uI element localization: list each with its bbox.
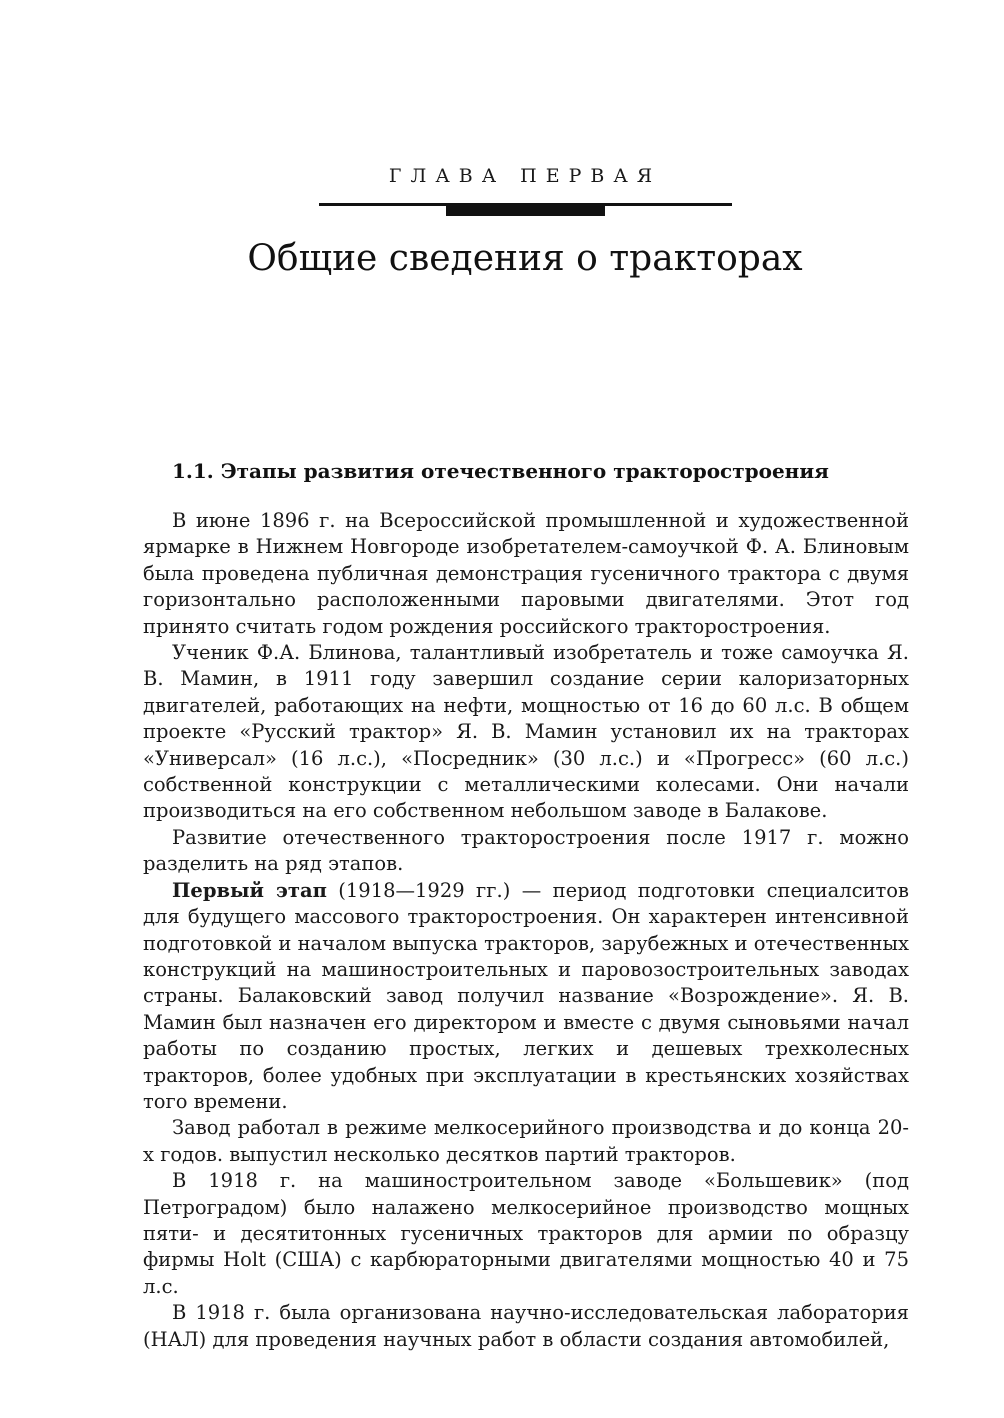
paragraph-4: Первый этап (1918—1929 гг.) — период подготовки специалситов для будущего массового тракторостроения. Он характерен интенсивной подготовкой и началом выпуска тракторов, зарубежных и отечественных конструкций на машиностроительных и паровозостроительных заводах страны. Балаковский завод получил название «Возрождение». Я. В. Мамин был назначен его директором и вместе с двумя сыновьями начал работы по созданию простых, легких и дешевых трехколесных тракторов, более удобных при эксплуатации в крестьянских хозяйствах того времени. [143, 878, 910, 1113]
paragraph-5: Завод работал в режиме мелкосерийного производства и до конца 20-х годов. выпустил несколько десятков партий тракторов. [143, 1116, 909, 1166]
chapter-label: ГЛАВА ПЕРВАЯ [388, 165, 662, 187]
body-text [143, 508, 909, 1353]
paragraph-7: В 1918 г. была организована научно-исследовательская лаборатория (НАЛ) для проведения научных работ в области создания автомобилей, [143, 1301, 909, 1351]
paragraph-lead: Первый этап [172, 878, 327, 902]
paragraph-3: Развитие отечественного тракторостроения после 1917 г. можно разделить на ряд этапов. [143, 825, 909, 876]
section-heading: 1.1. Этапы развития отечественного тракторостроения [172, 459, 829, 483]
paragraph-2: Ученик Ф.А. Блинова, талантливый изобретатель и тоже самоучка Я. В. Мамин, в 1911 году завершил создание серии калоризаторных двигателей, работающих на нефти, мощностью от 16 до 60 л.с. В общем проекте «Русский трактор» Я. В. Мамин установил их на тракторах «Универсал» (16 л.с.), «Посредник» (30 л.с.) и «Прогресс» (60 л.с.) собственной конструкции с металлическими колесами. Они начали производиться на его собственном небольшом заводе в Балакове. [143, 641, 909, 823]
paragraph-1: В июне 1896 г. на Всероссийской промышленной и художественной ярмарке в Нижнем Новгороде изобретателем-самоучкой Ф. А. Блиновым была проведена публичная демонстрация гусеничного трактора с двумя горизонтально расположенными паровыми двигателями. Этот год принято считать годом рождения российского тракторостроения. [143, 509, 909, 638]
chapter-rule-thick [446, 205, 605, 216]
chapter-title: Общие сведения о тракторах [247, 238, 803, 279]
paragraph-6: В 1918 г. на машиностроительном заводе «Большевик» (под Петроградом) было налажено мелкосерийное производство мощных пяти- и десятитонных гусеничных тракторов для армии по образцу фирмы Holt (США) с карбюраторными двигателями мощностью 40 и 75 л.с. [143, 1169, 909, 1298]
